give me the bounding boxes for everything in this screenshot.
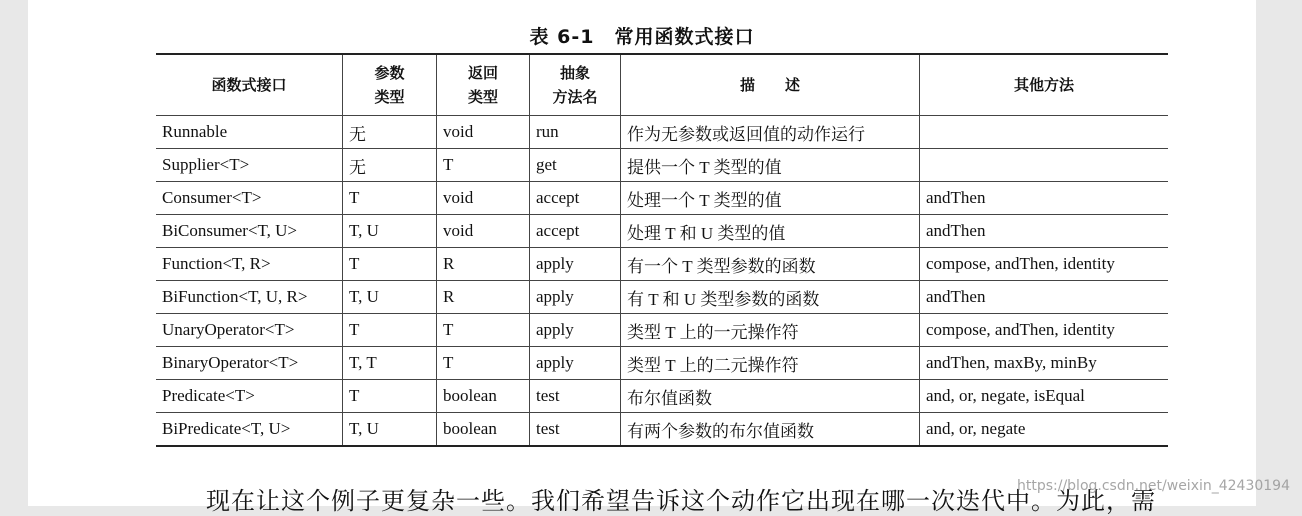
cell-other-methods: andThen, maxBy, minBy	[920, 347, 1169, 380]
cell-description: 有 T 和 U 类型参数的函数	[621, 281, 920, 314]
cell-description: 有两个参数的布尔值函数	[621, 413, 920, 447]
table-header-row	[156, 54, 1168, 116]
cell-param-type: 无	[343, 116, 437, 149]
table-row	[156, 413, 1168, 447]
table-row	[156, 281, 1168, 314]
cell-return-type: T	[437, 149, 530, 182]
cell-description: 类型 T 上的二元操作符	[621, 347, 920, 380]
header-param-type: 参数 类型	[343, 54, 437, 116]
cell-return-type: void	[437, 182, 530, 215]
cell-other-methods: and, or, negate	[920, 413, 1169, 447]
cell-param-type: T, U	[343, 413, 437, 447]
cell-interface: BinaryOperator<T>	[156, 347, 343, 380]
header-other-methods: 其他方法	[920, 54, 1169, 116]
cell-method-name: test	[530, 413, 621, 447]
watermark-url: https://blog.csdn.net/weixin_42430194	[1016, 478, 1290, 494]
cell-description: 布尔值函数	[621, 380, 920, 413]
cell-return-type: R	[437, 248, 530, 281]
cell-interface: Runnable	[156, 116, 343, 149]
cell-interface: BiFunction<T, U, R>	[156, 281, 343, 314]
cell-other-methods	[920, 116, 1169, 149]
cell-other-methods: and, or, negate, isEqual	[920, 380, 1169, 413]
cell-param-type: T, U	[343, 215, 437, 248]
body-text-line: 现在让这个例子更复杂一些。我们希望告诉这个动作它出现在哪一次迭代中。为此，需	[206, 489, 1156, 515]
cell-description: 处理 T 和 U 类型的值	[621, 215, 920, 248]
cell-other-methods: andThen	[920, 182, 1169, 215]
cell-interface: BiConsumer<T, U>	[156, 215, 343, 248]
cell-other-methods	[920, 149, 1169, 182]
cell-return-type: boolean	[437, 380, 530, 413]
cell-return-type: T	[437, 314, 530, 347]
cell-interface: UnaryOperator<T>	[156, 314, 343, 347]
cell-other-methods: compose, andThen, identity	[920, 248, 1169, 281]
cell-method-name: apply	[530, 347, 621, 380]
cell-return-type: T	[437, 347, 530, 380]
cell-other-methods: compose, andThen, identity	[920, 314, 1169, 347]
cell-interface: Predicate<T>	[156, 380, 343, 413]
header-interface: 函数式接口	[156, 54, 343, 116]
table-row	[156, 347, 1168, 380]
table-row	[156, 149, 1168, 182]
cell-return-type: void	[437, 116, 530, 149]
table-row	[156, 116, 1168, 149]
cell-interface: Consumer<T>	[156, 182, 343, 215]
header-method-name: 抽象 方法名	[530, 54, 621, 116]
table-row	[156, 215, 1168, 248]
cell-param-type: T	[343, 314, 437, 347]
cell-description: 处理一个 T 类型的值	[621, 182, 920, 215]
cell-param-type: T	[343, 248, 437, 281]
table-row	[156, 182, 1168, 215]
cell-interface: BiPredicate<T, U>	[156, 413, 343, 447]
cell-return-type: R	[437, 281, 530, 314]
cell-method-name: run	[530, 116, 621, 149]
cell-method-name: apply	[530, 314, 621, 347]
table-caption: 表 6-1 常用函数式接口	[529, 26, 755, 48]
cell-other-methods: andThen	[920, 215, 1169, 248]
cell-method-name: test	[530, 380, 621, 413]
functional-interfaces-table	[156, 53, 1168, 447]
document-page	[28, 0, 1256, 515]
cell-description: 作为无参数或返回值的动作运行	[621, 116, 920, 149]
header-description: 描 述	[621, 54, 920, 116]
cell-method-name: get	[530, 149, 621, 182]
header-return-type: 返回 类型	[437, 54, 530, 116]
cell-description: 提供一个 T 类型的值	[621, 149, 920, 182]
cell-description: 类型 T 上的一元操作符	[621, 314, 920, 347]
cell-param-type: T, U	[343, 281, 437, 314]
cell-param-type: T, T	[343, 347, 437, 380]
table-row	[156, 314, 1168, 347]
cell-other-methods: andThen	[920, 281, 1169, 314]
table-row	[156, 380, 1168, 413]
cell-description: 有一个 T 类型参数的函数	[621, 248, 920, 281]
cell-param-type: 无	[343, 149, 437, 182]
cell-interface: Supplier<T>	[156, 149, 343, 182]
cell-method-name: apply	[530, 248, 621, 281]
cell-method-name: apply	[530, 281, 621, 314]
cell-param-type: T	[343, 380, 437, 413]
cell-method-name: accept	[530, 182, 621, 215]
cell-interface: Function<T, R>	[156, 248, 343, 281]
cell-return-type: boolean	[437, 413, 530, 447]
table-row	[156, 248, 1168, 281]
cell-method-name: accept	[530, 215, 621, 248]
cell-param-type: T	[343, 182, 437, 215]
cell-return-type: void	[437, 215, 530, 248]
